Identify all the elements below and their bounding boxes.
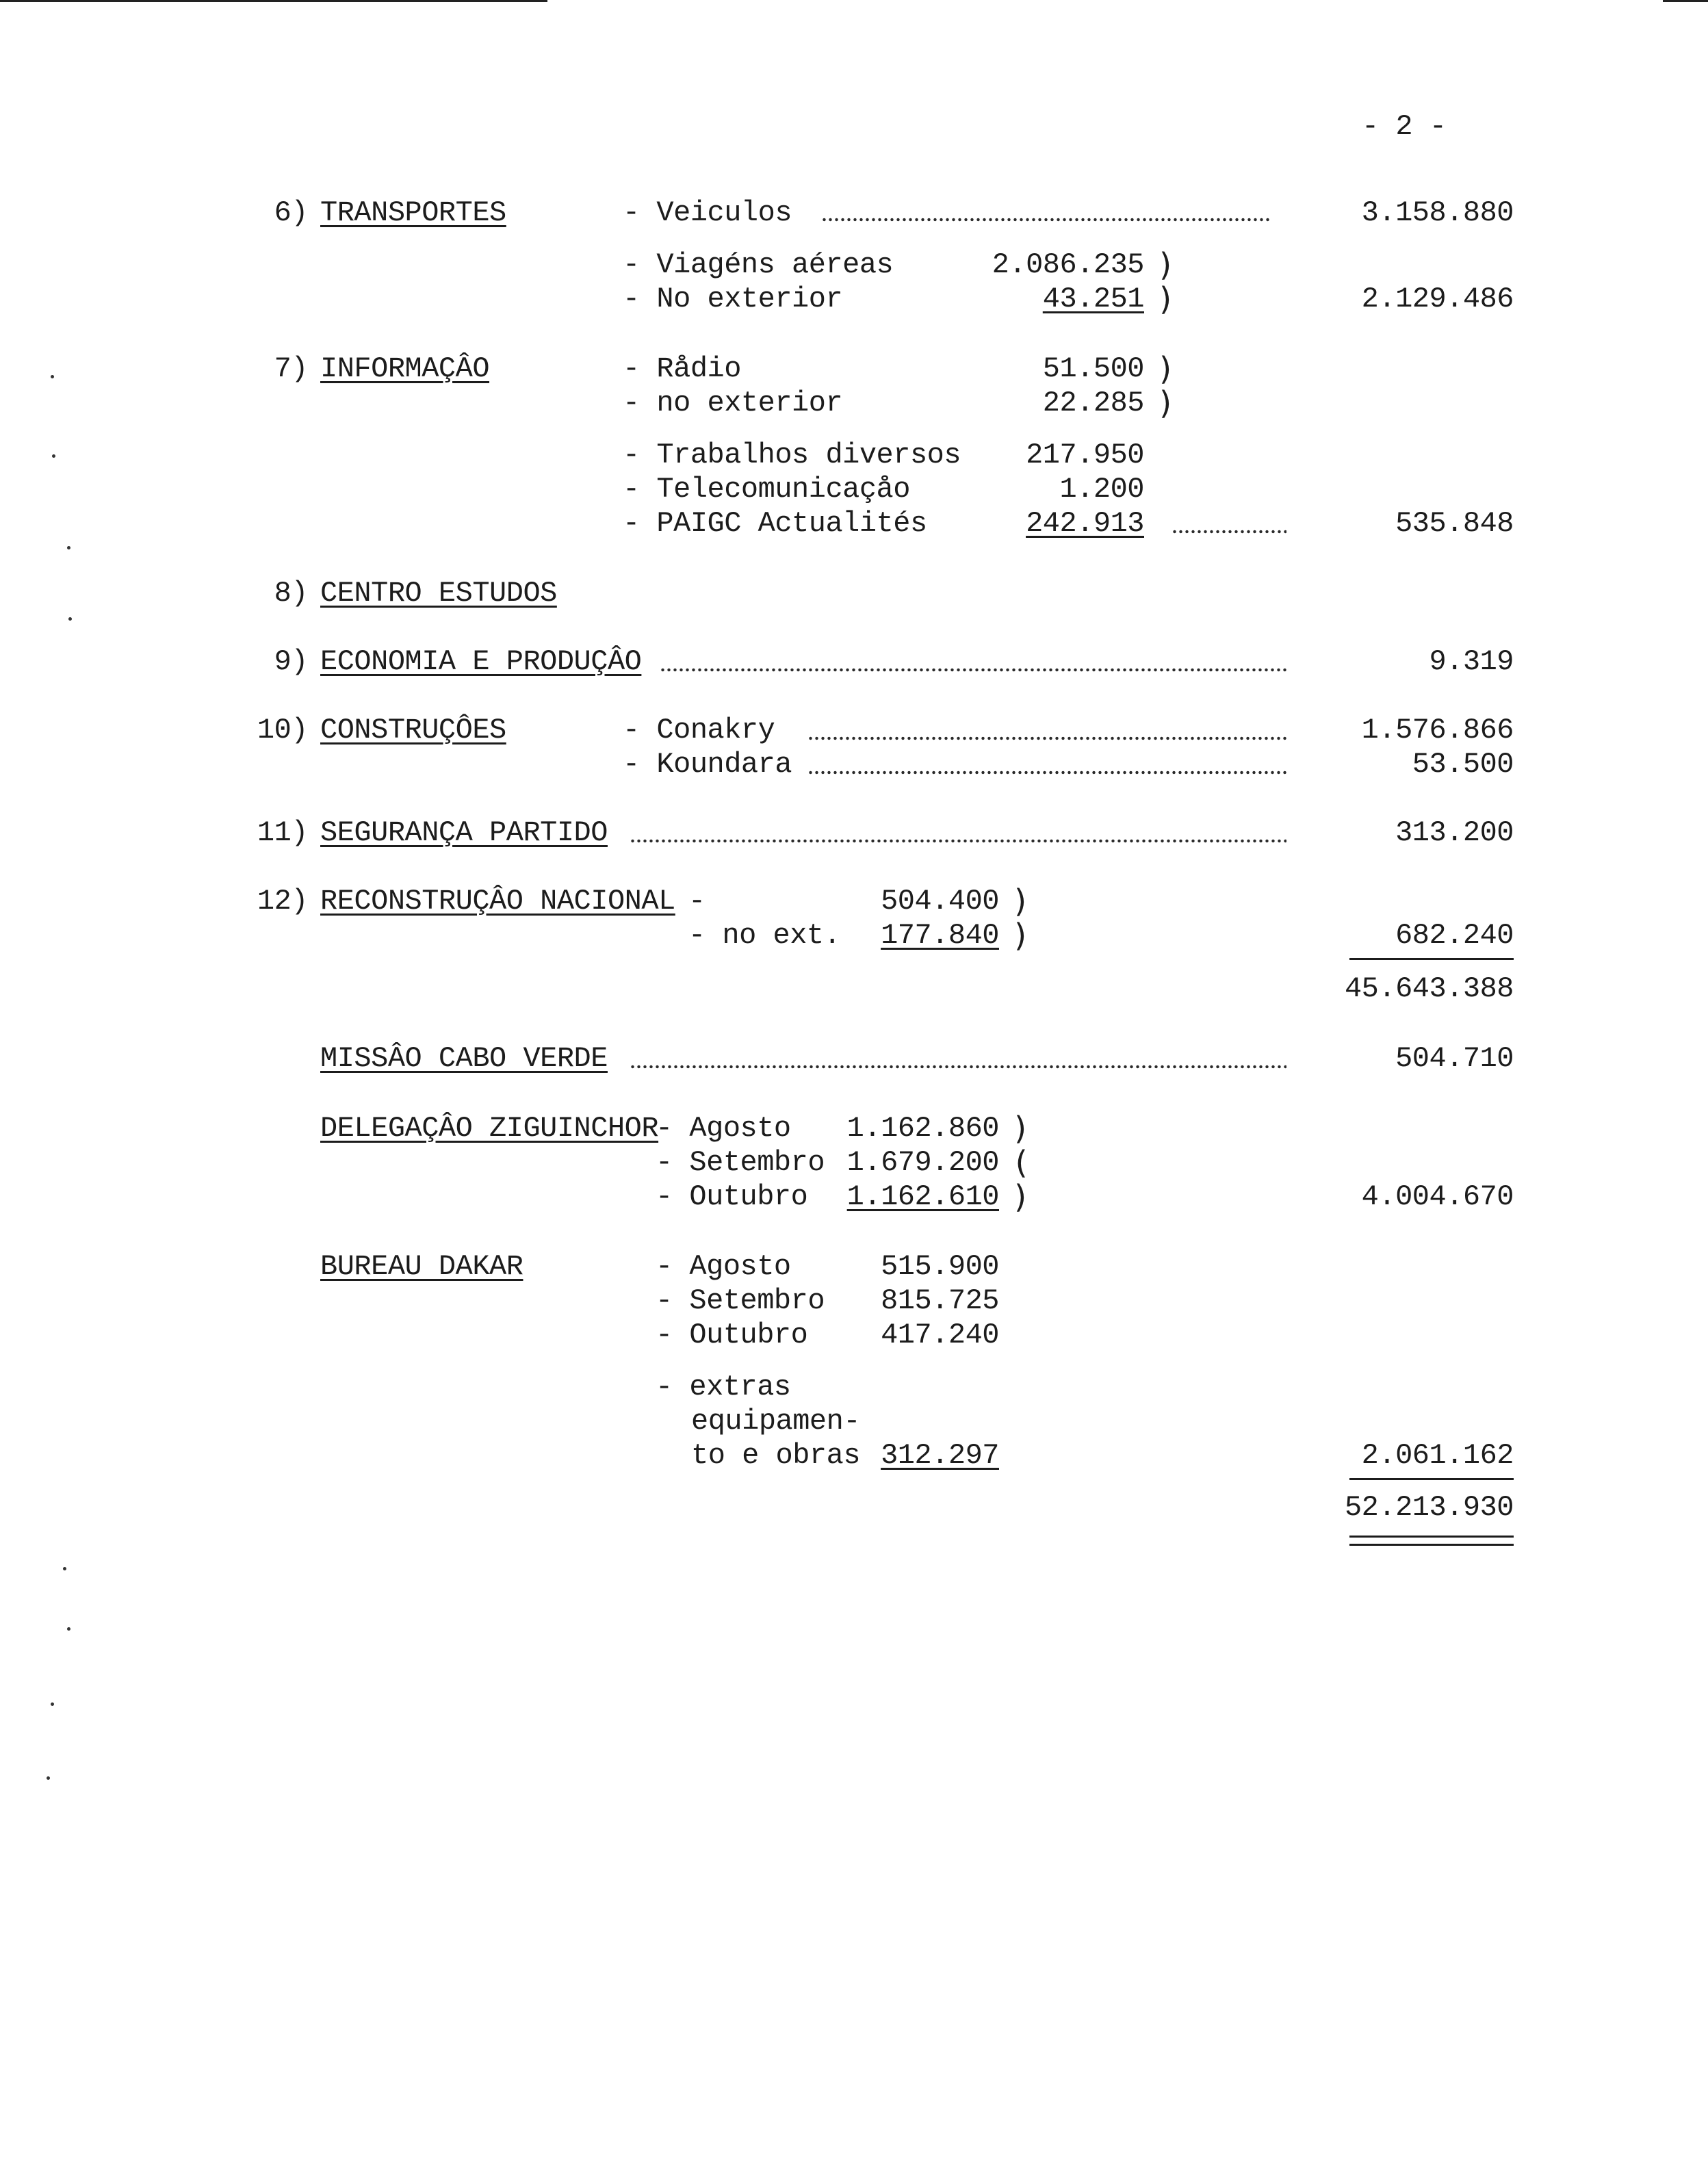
section-title-construcoes: CONSTRUÇÔES: [320, 714, 506, 747]
double-rule-top: [1349, 1536, 1514, 1538]
line-label: equipamen-: [691, 1405, 861, 1438]
line-total: 3.158.880: [1361, 196, 1514, 229]
line-value: 1.679.200: [846, 1146, 999, 1179]
margin-speck: [67, 546, 70, 549]
section-title-bureau: BUREAU DAKAR: [320, 1250, 523, 1283]
right-parenthesis-mark: ): [1011, 883, 1031, 920]
line-label: - PAIGC Actualités: [623, 507, 927, 540]
right-parenthesis-mark: ): [1156, 385, 1176, 422]
section-title-missao: MISSÂO CABO VERDE: [320, 1042, 608, 1075]
line-label: - Agosto: [656, 1250, 791, 1283]
line-label: - No exterior: [623, 283, 843, 315]
line-total: 1.576.866: [1361, 714, 1514, 747]
line-label: -: [688, 885, 706, 918]
subtotal: 45.643.388: [1344, 972, 1514, 1005]
line-total: 2.061.162: [1361, 1439, 1514, 1472]
line-label: - Koundara: [623, 748, 792, 781]
section-title-seguranca: SEGURANÇA PARTIDO: [320, 816, 608, 849]
section-title-centro-estudos: CENTRO ESTUDOS: [320, 577, 557, 610]
line-label: - Veiculos: [623, 196, 792, 229]
line-value: 1.162.610: [846, 1180, 999, 1213]
item-number: 6): [274, 196, 308, 229]
right-parenthesis-mark: ): [1011, 917, 1031, 954]
line-value: 1.162.860: [846, 1112, 999, 1145]
line-label: - Telecomunicaçåo: [623, 473, 910, 506]
section-title-delegacao: DELEGAÇÂO ZIGUINCHOR: [320, 1112, 659, 1145]
line-total: 2.129.486: [1361, 283, 1514, 315]
line-total: 682.240: [1395, 919, 1514, 952]
dot-leader: [821, 218, 1270, 222]
item-number: 7): [274, 352, 308, 385]
line-value: 43.251: [1042, 283, 1144, 315]
right-parenthesis-mark: ): [1156, 281, 1176, 318]
section-title-transportes: TRANSPORTES: [320, 196, 506, 229]
item-number: 12): [257, 885, 308, 918]
item-number: 10): [257, 714, 308, 747]
page-number: - 2 -: [1362, 110, 1447, 143]
scan-edge-left: [0, 0, 547, 2]
line-total: 9.319: [1429, 645, 1514, 678]
line-value: 815.725: [881, 1284, 999, 1317]
dot-leader: [807, 736, 1286, 740]
line-total: 4.004.670: [1361, 1180, 1514, 1213]
line-label: - Viagéns aéreas: [623, 248, 894, 281]
line-value: 177.840: [881, 919, 999, 952]
line-value: 51.500: [1042, 352, 1144, 385]
line-value: 504.400: [881, 885, 999, 918]
section-title-informacao: INFORMAÇÂO: [320, 352, 490, 385]
line-label: - Agosto: [656, 1112, 791, 1145]
margin-speck: [68, 617, 72, 621]
line-label: - no exterior: [623, 387, 843, 419]
margin-speck: [47, 1776, 50, 1780]
line-value: 22.285: [1042, 387, 1144, 419]
margin-speck: [52, 454, 55, 458]
dot-leader: [660, 668, 1286, 672]
line-label: - Setembro: [656, 1146, 825, 1179]
item-number: 11): [257, 816, 308, 849]
line-value: 515.900: [881, 1250, 999, 1283]
double-rule-bottom: [1349, 1544, 1514, 1546]
line-total: 313.200: [1395, 816, 1514, 849]
line-value: 417.240: [881, 1319, 999, 1351]
margin-speck: [63, 1567, 66, 1570]
section-title-reconstrucao: RECONSTRUÇÂO NACIONAL: [320, 885, 675, 918]
line-label: - extras: [656, 1371, 791, 1403]
margin-speck: [51, 375, 54, 378]
right-parenthesis-mark: ): [1011, 1110, 1031, 1147]
margin-speck: [51, 1702, 54, 1706]
item-number: 8): [274, 577, 308, 610]
dot-leader: [630, 1065, 1286, 1069]
total-rule: [1349, 958, 1514, 960]
line-label: - Trabalhos diversos: [623, 439, 961, 471]
dot-leader: [1172, 530, 1286, 534]
line-total: 53.500: [1412, 748, 1514, 781]
margin-speck: [67, 1627, 70, 1631]
line-label: - no ext.: [688, 919, 841, 952]
item-number: 9): [274, 645, 308, 678]
total-rule: [1349, 1478, 1514, 1480]
grand-total: 52.213.930: [1344, 1491, 1514, 1524]
scan-edge-right: [1663, 0, 1708, 2]
right-parenthesis-mark: ): [1011, 1178, 1031, 1215]
line-label: to e obras: [691, 1439, 861, 1472]
line-label: - Conakry: [623, 714, 775, 747]
line-value: 2.086.235: [992, 248, 1144, 281]
line-total: 535.848: [1395, 507, 1514, 540]
line-label: - Outubro: [656, 1180, 808, 1213]
line-value: 312.297: [881, 1439, 999, 1472]
line-value: 1.200: [1059, 473, 1144, 506]
line-label: - Rådio: [623, 352, 741, 385]
line-label: - Outubro: [656, 1319, 808, 1351]
line-total: 504.710: [1395, 1042, 1514, 1075]
dot-leader: [630, 839, 1286, 843]
dot-leader: [807, 770, 1286, 775]
right-parenthesis-mark: ): [1156, 350, 1176, 387]
left-parenthesis-mark: (: [1011, 1144, 1031, 1181]
line-value: 217.950: [1026, 439, 1144, 471]
line-label: - Setembro: [656, 1284, 825, 1317]
line-value: 242.913: [1026, 507, 1144, 540]
right-parenthesis-mark: ): [1156, 246, 1176, 283]
section-title-economia: ECONOMIA E PRODUÇÂO: [320, 645, 642, 678]
